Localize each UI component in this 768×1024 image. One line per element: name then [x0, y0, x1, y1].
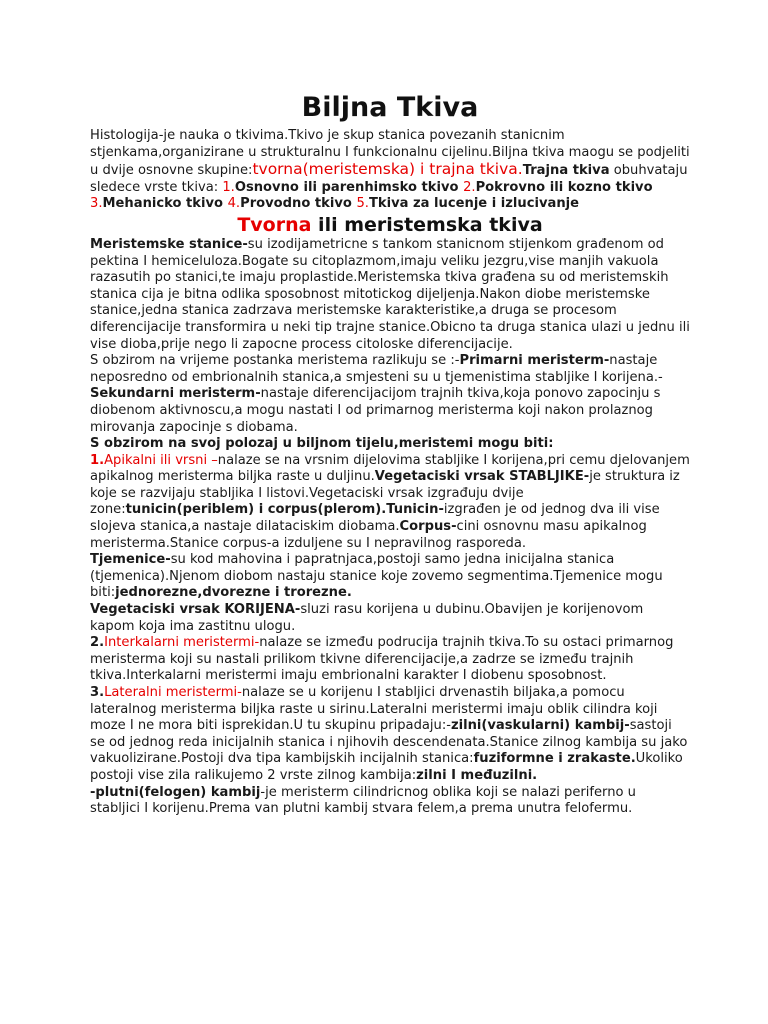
tjemenice-types: jednorezne,dvorezne i trorezne. — [115, 585, 352, 601]
cambium-kinds-term: zilni I međuzilni. — [416, 767, 538, 783]
lateral-text-3: Ukoliko postoji vise zila ralikujemo 2 vrste zilnog kambija: — [90, 751, 683, 783]
section-heading — [90, 214, 690, 236]
intro-rest-text: obuhvataju sledece vrste tkiva: — [90, 163, 688, 195]
document-page — [90, 92, 690, 818]
type-5-label: Tkiva za lucenje i izlucivanje — [368, 196, 580, 212]
type-4-label: Provodno tkivo — [240, 196, 357, 212]
type-3-label: Mehanicko tkivo — [102, 196, 228, 212]
origin-text-1: S obzirom na vrijeme postanka meristema razlikuju se :- — [90, 353, 460, 369]
apical-text-1: nalaze se na vrsnim dijelovima stabljike I korijena,pri cemu djelovanjem apikalnog meristerma biljka raste u duljinu. — [90, 452, 690, 485]
intro-bold-text: Trajna tkiva — [522, 163, 610, 179]
position-heading: S obzirom na svoj polozaj u biljnom tijelu,meristemi mogu biti: — [90, 436, 554, 452]
lateral-term: Lateralni meristermi- — [104, 685, 242, 700]
meristem-cells-term: Meristemske stanice- — [90, 236, 248, 252]
tunica-corpus-term: tunicin(periblem) i corpus(plerom). — [125, 502, 387, 518]
stem-tip-term: Vegetaciski vrsak STABLJIKE- — [374, 469, 590, 485]
intro-red-text: tvorna(meristemska) i trajna tkiva. — [252, 160, 523, 179]
intro-paragraph — [90, 128, 690, 213]
intercalary-paragraph — [90, 635, 690, 685]
type-1-num: 1. — [222, 179, 235, 195]
type-2-num: 2. — [463, 179, 476, 195]
lateral-text-1: nalaze se u korijenu I stabljici drvenastih biljaka,a pomocu lateralnog meristerma biljka raste u sirinu.Lateralni meristermi imaju oblik cilindra koji moze I ne mora biti isprekidan.U tu skupinu pripadaju:- — [90, 685, 658, 734]
type-4-num: 4. — [227, 196, 241, 212]
type-3-num: 3. — [90, 196, 103, 212]
type-1-label: Osnovno ili parenhimsko tkivo — [234, 179, 464, 195]
fusiform-ray-term: fuziformne i zrakaste. — [473, 751, 636, 767]
apical-text-2: je struktura iz koje se razvijaju stabljika I listovi.Vegetaciski vrsak izgrađuju dvije zone: — [90, 469, 680, 518]
document-title: Biljna Tkiva — [301, 92, 479, 123]
lateral-text-2: sastoji se od jednog reda inicijalnih stanica i njihovih descendenata.Stanice zilnog kambija su jako vakuolizirane.Postoji dva tipa kambijskih incijalnih stanica: — [90, 718, 688, 767]
lateral-paragraph — [90, 685, 690, 785]
corpus-term: Corpus- — [399, 519, 457, 535]
vascular-cambium-term: zilni(vaskularni) kambij- — [450, 718, 630, 734]
primary-meristem-term: Primarni meristerm- — [459, 353, 610, 369]
intercalary-text: nalaze se između podrucija trajnih tkiva.To su ostaci primarnog meristerma koji su nastali prilikom tkivne diferencijacije,a zadrze se između trajnih tkiva.Interkalarni meristermi imaju embrionalni karakter I diobenu sposobnost. — [90, 635, 674, 684]
cork-text: -je meristerm cilindricnog oblika koji se nalazi periferno u stabljici I korijenu.Prema van plutni kambij stvara felem,a prema unutra felofermu. — [90, 784, 636, 817]
type-5-num: 5. — [356, 196, 369, 212]
apical-paragraph — [90, 453, 690, 553]
root-tip-paragraph — [90, 602, 690, 635]
intro-text: Histologija-je nauka o tkivima.Tkivo je skup stanica povezanih stanicnim stjenkama,organizirane u strukturalnu I funkcionalnu cijelinu.Biljna tkiva maogu se podjeliti u dvije osnovne skupine: — [90, 128, 690, 179]
intercalary-term: Interkalarni meristermi- — [104, 635, 260, 651]
meristem-cells-paragraph — [90, 237, 690, 353]
tjemenice-term: Tjemenice- — [90, 552, 171, 568]
apical-term: Apikalni ili vrsni – — [104, 452, 218, 468]
section-heading-red: Tvorna — [237, 213, 312, 236]
cork-cambium-term: -plutni(felogen) kambij — [90, 784, 261, 800]
tjemenice-text: su kod mahovina i papratnjaca,postoji samo jedna inicijalna stanica (tjemenica).Njenom diobom nastaju stanice koje zovemo segmentima.Tjemenice mogu biti: — [90, 552, 663, 601]
meristem-cells-text: su izodijametricne s tankom stanicnom stijenkom građenom od pektina I hemiceluloza.Bogate su citoplazmom,imaju veliku jezgru,vise manjih vakuola razasutih po stanici,te imaju proplastide.Meristemska tkiva građena su od meristemskih stanica cija je bitna odlika sposobnost mitotickog dijeljenja.Nakon diobe meristemske stanice,jedna stanica zadrzava meristemske karakteristike,a druga se procesom diferencijacije transformira u neki tip trajne stanice.Obicno ta druga stanica ulazi u jednu ili vise dioba,prije nego li zapocne process citoloske diferencijacije. — [90, 236, 690, 352]
lateral-num: 3. — [90, 685, 105, 700]
apical-text-3: izgrađen je od jednog dva ili vise slojeva stanica,a nastaje dilataciskim diobama. — [90, 502, 660, 535]
intercalary-num: 2. — [90, 635, 105, 651]
tjemenice-paragraph — [90, 552, 690, 602]
root-tip-term: Vegetaciski vrsak KORIJENA- — [90, 602, 301, 618]
section-heading-rest: ili meristemska tkiva — [311, 213, 543, 236]
origin-text-3: nastaje diferencijacijom trajnih tkiva,koja ponovo zapocinju s diobenom aktivnoscu,a mogu nastati I od primarnog meristerma koji nakon prolaznog mirovanja zapocinje s diobama. — [90, 386, 661, 435]
apical-num: 1. — [90, 452, 105, 468]
cork-paragraph — [90, 785, 690, 818]
origin-text-2: nastaje neposredno od embrionalnih stanica,a smjesteni su u tjemenistima stabljike I korijena.- — [90, 353, 663, 385]
origin-paragraph — [90, 353, 690, 436]
root-tip-text: sluzi rasu korijena u dubinu.Obavijen je korijenovom kapom koja ima zastitnu ulogu. — [90, 602, 644, 634]
type-2-label: Pokrovno ili kozno tkivo — [475, 179, 653, 195]
secondary-meristem-term: Sekundarni meristerm- — [90, 386, 261, 402]
apical-text-4: cini osnovnu masu apikalnog meristerma.Stanice corpus-a izduljene su I nepravilnog rasporeda. — [90, 519, 647, 551]
tunica-term: Tunicin- — [386, 502, 444, 518]
